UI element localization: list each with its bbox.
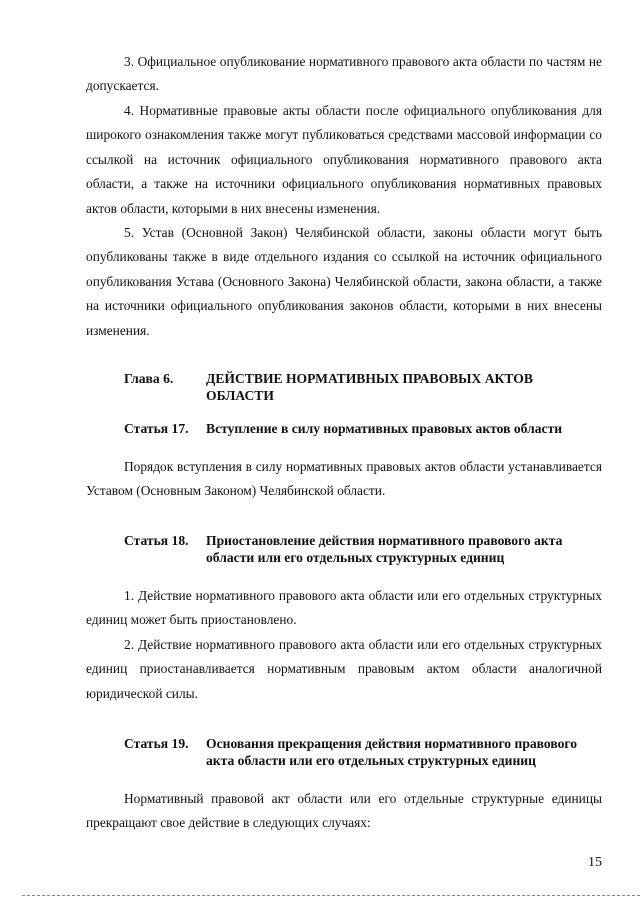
article-19-title: Основания прекращения действия нормативного правового акта области или его отдельных структурных единиц <box>206 736 578 768</box>
bottom-divider <box>22 895 640 896</box>
article-17-title: Вступление в силу нормативных правовых актов области <box>206 421 563 436</box>
article-18-label: Статья 18. <box>124 533 189 548</box>
paragraph-article-19: Нормативный правовой акт области или его отдельные структурные единицы прекращают свое действие в следующих случаях: <box>86 791 602 831</box>
article-19-label: Статья 19. <box>124 736 189 751</box>
article-17-label: Статья 17. <box>124 421 189 436</box>
paragraph-article-18-2: 2. Действие нормативного правового акта области или его отдельных структурных единиц приостанавливается нормативным правовым актом области аналогичной юридической силы. <box>86 637 602 701</box>
paragraph-3-publication-parts: 3. Официальное опубликование нормативного правового акта области по частям не допускается. <box>86 54 602 94</box>
page-number: 15 <box>588 855 602 870</box>
paragraph-article-17: Порядок вступления в силу нормативных правовых актов области устанавливается Уставом (Основным Законом) Челябинской области. <box>86 459 602 499</box>
chapter-6-title: ДЕЙСТВИЕ НОРМАТИВНЫХ ПРАВОВЫХ АКТОВ ОБЛАСТИ <box>206 371 533 403</box>
paragraph-article-18-1: 1. Действие нормативного правового акта области или его отдельных структурных единиц может быть приостановлено. <box>86 588 602 628</box>
paragraph-4-media-publication: 4. Нормативные правовые акты области после официального опубликования для широкого ознакомления также могут публиковаться средствами массовой информации со ссылкой на источник официального опубликования нормативного правового акта области, а также на источники официального опубликования нормативных правовых актов области, которыми в них внесены изменения. <box>86 103 602 216</box>
article-18-title: Приостановление действия нормативного правового акта области или его отдельных структурных единиц <box>206 533 563 565</box>
chapter-6-label: Глава 6. <box>124 371 174 386</box>
paragraph-5-statute-edition: 5. Устав (Основной Закон) Челябинской области, законы области могут быть опубликованы также в виде отдельного издания со ссылкой на источник официального опубликования Устава (Основного Закона) Челябинской области, закона области, а также на источники официального опубликования законов области, которыми в них внесены изменения. <box>86 225 602 338</box>
